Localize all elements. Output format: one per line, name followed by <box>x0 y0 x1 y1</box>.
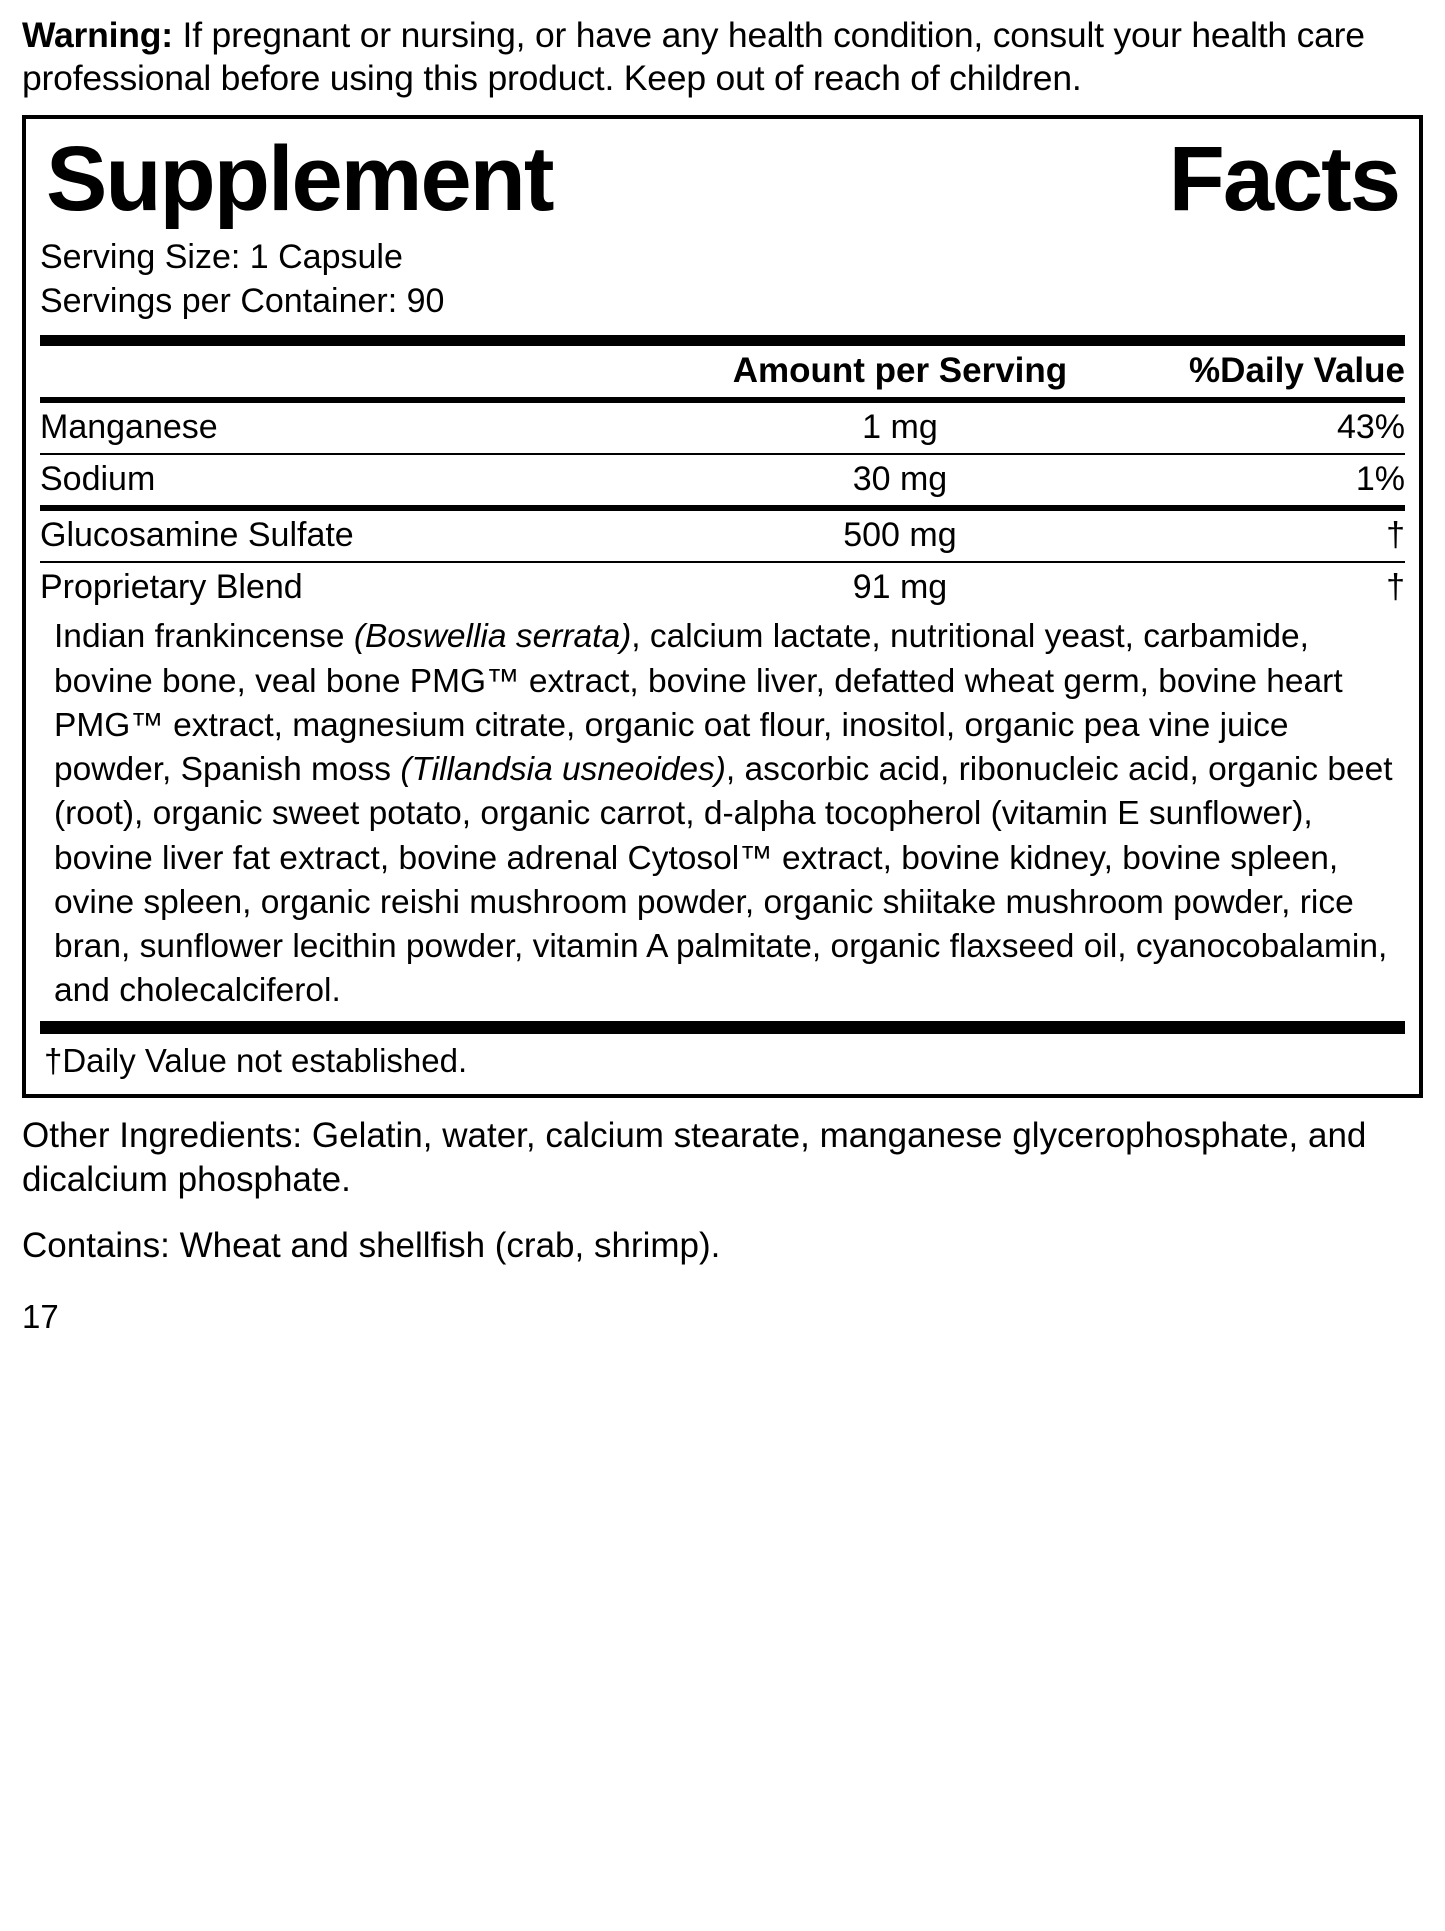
daily-value-footnote: †Daily Value not established. <box>44 1042 468 1080</box>
warning-paragraph <box>22 14 1423 101</box>
nutrition-table <box>40 346 1405 397</box>
title-word-facts: Facts <box>1168 127 1399 230</box>
page-number: 17 <box>22 1297 59 1335</box>
row-daily-value: † <box>1386 568 1405 607</box>
header-daily-value: %Daily Value <box>1189 351 1405 391</box>
other-ingredients: Other Ingredients: Gelatin, water, calcium stearate, manganese glycerophosphate, and dicalcium phosphate. <box>22 1116 1367 1200</box>
table-row <box>40 403 1405 454</box>
rule-thick-top <box>40 335 1405 346</box>
row-daily-value: 1% <box>1355 460 1405 499</box>
row-daily-value: 43% <box>1132 403 1405 454</box>
row-amount: 1 mg <box>668 403 1132 454</box>
table-header-row <box>40 346 1405 397</box>
serving-size: Serving Size: 1 Capsule <box>40 238 403 277</box>
blend-rows <box>40 511 1405 613</box>
row-name: Glucosamine Sulfate <box>40 511 668 562</box>
row-amount: 500 mg <box>668 511 1132 562</box>
row-name: Proprietary Blend <box>40 568 303 607</box>
servings-per-container: Servings per Container: 90 <box>40 281 445 320</box>
row-name: Manganese <box>40 403 668 454</box>
proprietary-blend-ingredients: Indian frankincense (Boswellia serrata), calcium lactate, nutritional yeast, carbamide, bovine bone, veal bone PMG™ extract, bovine liver, defatted wheat germ, bovine heart PMG™ extract, magnesium citrate, organic oat flour, inositol, organic pea vine juice powder, Spanish moss (Tillandsia usneoides), ascorbic acid, ribonucleic acid, organic beet (root), organic sweet potato, organic carrot, d-alpha tocopherol (vitamin E sunflower), bovine liver fat extract, bovine adrenal Cytosol™ extract, bovine kidney, bovine spleen, ovine spleen, organic reishi mushroom powder, organic shiitake mushroom powder, rice bran, sunflower lecithin powder, vitamin A palmitate, organic flaxseed oil, cyanocobalamin, and cholecalciferol. <box>54 618 1393 1010</box>
supplement-facts-panel <box>22 115 1423 1099</box>
header-amount-per-serving: Amount per Serving <box>732 351 1068 391</box>
row-name: Sodium <box>40 460 156 499</box>
row-daily-value: † <box>1132 511 1405 562</box>
nutrient-rows <box>40 403 1405 505</box>
supplement-facts-title <box>40 127 1405 230</box>
warning-label: Warning: <box>22 15 173 55</box>
row-amount: 91 mg <box>852 568 948 607</box>
header-blank <box>40 346 668 397</box>
title-word-supplement: Supplement <box>46 127 553 230</box>
row-amount: 30 mg <box>852 460 948 499</box>
warning-text: If pregnant or nursing, or have any health condition, consult your health care professional before using this product. Keep out of reach of children. <box>22 15 1365 99</box>
contains-statement: Contains: Wheat and shellfish (crab, shrimp). <box>22 1225 721 1265</box>
rule-bottom <box>40 1021 1405 1034</box>
table-row <box>40 454 1405 505</box>
table-row <box>40 511 1405 562</box>
table-row <box>40 562 1405 613</box>
